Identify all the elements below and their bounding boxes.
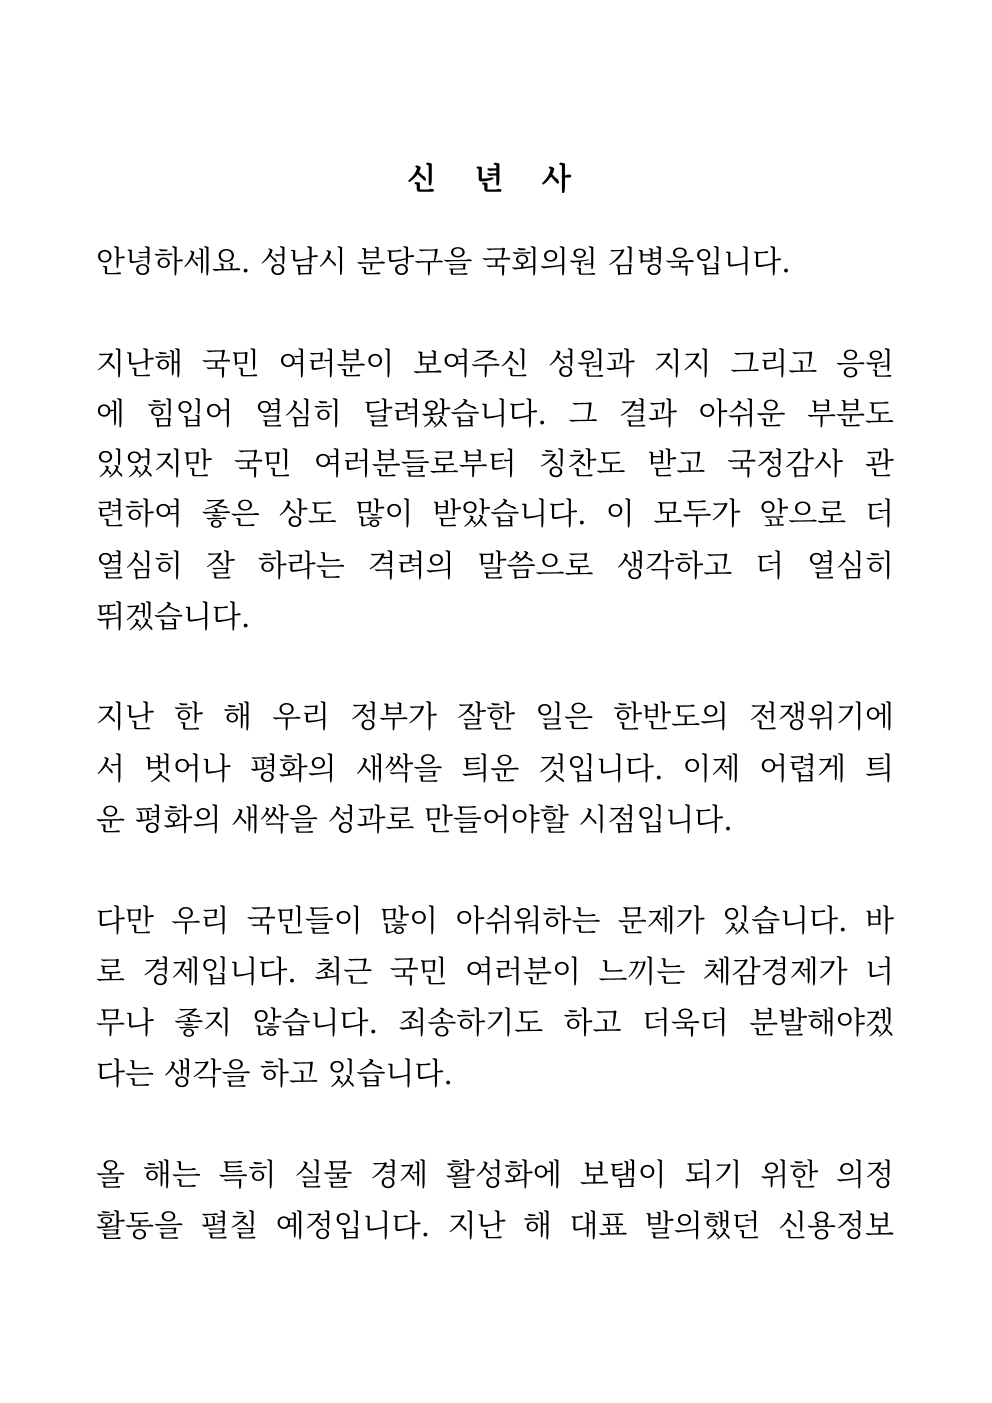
document-title: 신 년 사 [407, 162, 585, 197]
paragraph-line: 다는 생각을 하고 있습니다. [96, 1057, 453, 1092]
paragraph-line: 있었지만 국민 여러분들로부터 칭찬도 받고 국정감사 관 [96, 447, 894, 482]
paragraph-line: 열심히 잘 하라는 격려의 말씀으로 생각하고 더 열심히 [96, 549, 894, 584]
paragraph-line: 다만 우리 국민들이 많이 아쉬워하는 문제가 있습니다. 바 [96, 904, 894, 939]
paragraph-line: 올 해는 특히 실물 경제 활성화에 보탬이 되기 위한 의정 [96, 1158, 894, 1193]
paragraph-line: 지난해 국민 여러분이 보여주신 성원과 지지 그리고 응원 [96, 347, 894, 382]
paragraph-line: 로 경제입니다. 최근 국민 여러분이 느끼는 체감경제가 너 [96, 955, 894, 990]
paragraph-line: 운 평화의 새싹을 성과로 만들어야할 시점입니다. [96, 803, 733, 838]
paragraph-line: 무나 좋지 않습니다. 죄송하기도 하고 더욱더 분발해야겠 [96, 1006, 894, 1041]
paragraph-line: 에 힘입어 열심히 달려왔습니다. 그 결과 아쉬운 부분도 [96, 397, 894, 432]
paragraph-line: 련하여 좋은 상도 많이 받았습니다. 이 모두가 앞으로 더 [96, 497, 894, 532]
greeting-line: 안녕하세요. 성남시 분당구을 국회의원 김병욱입니다. [96, 245, 791, 280]
paragraph-line: 서 벗어나 평화의 새싹을 틔운 것입니다. 이제 어렵게 틔 [96, 752, 894, 787]
paragraph-line: 활동을 펼칠 예정입니다. 지난 해 대표 발의했던 신용정보 [96, 1209, 894, 1244]
paragraph-line: 지난 한 해 우리 정부가 잘한 일은 한반도의 전쟁위기에 [96, 700, 894, 735]
paragraph-line: 뛰겠습니다. [96, 600, 251, 635]
